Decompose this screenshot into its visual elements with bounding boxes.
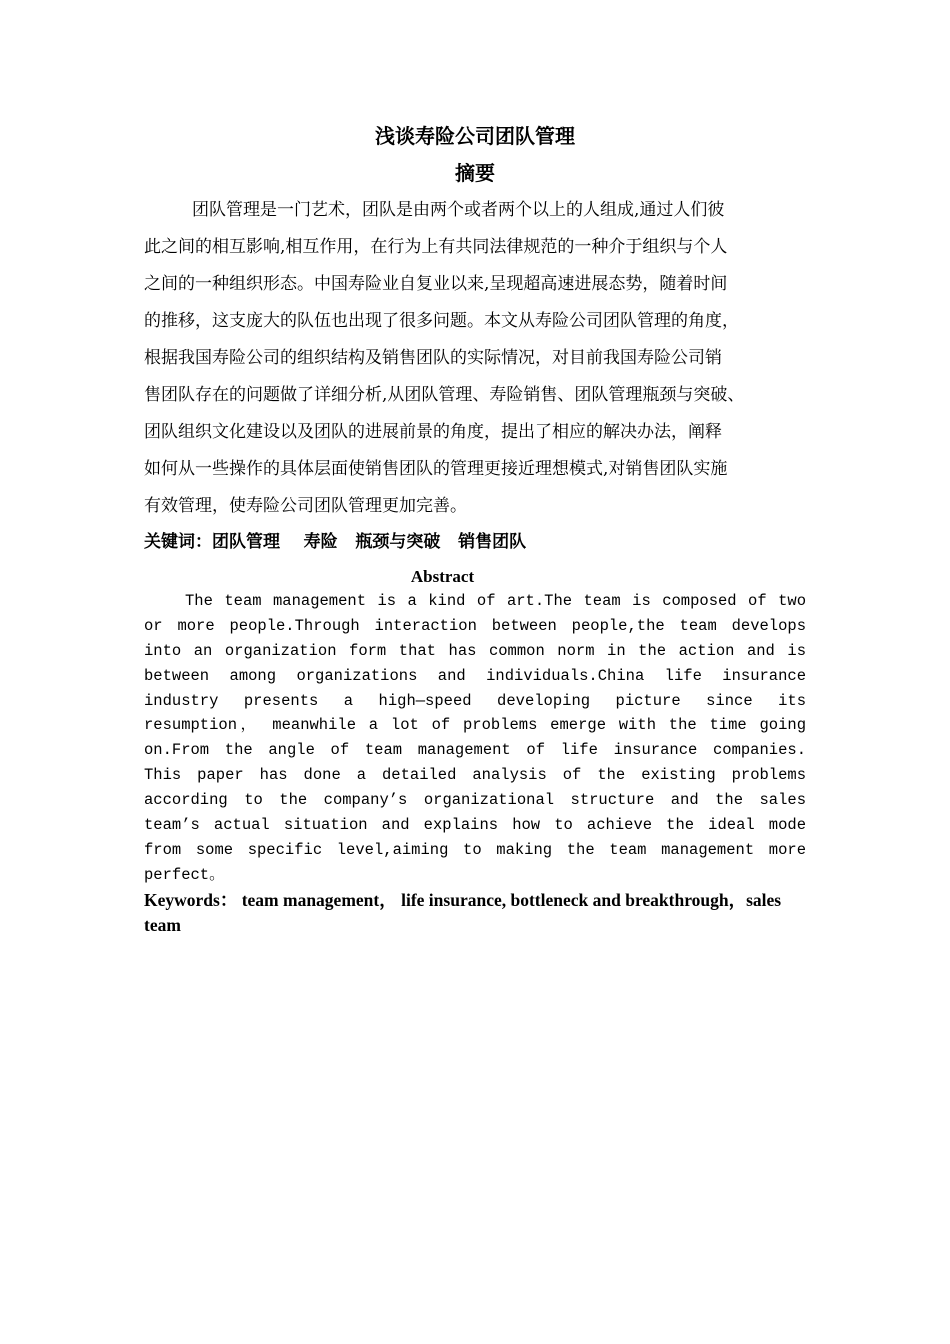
abstract-en-line: This paper has done a detailed analysis of the existing problems <box>144 766 806 785</box>
abstract-cn-line: 如何从一些操作的具体层面使销售团队的管理更接近理想模式,对销售团队实施 <box>144 459 728 479</box>
abstract-cn-line: 之间的一种组织形态。中国寿险业自复业以来,呈现超高速进展态势，随着时间 <box>144 274 728 294</box>
abstract-body-cn <box>144 195 834 528</box>
abstract-en-line: The team management is a kind of art.The team is composed of two <box>185 592 806 610</box>
abstract-cn-line: 团队组织文化建设以及团队的进展前景的角度，提出了相应的解决办法，阐释 <box>144 422 722 442</box>
abstract-en-line: resumption， meanwhile a lot of problems emerge with the time going <box>144 716 806 735</box>
abstract-en-line: on.From the angle of team management of life insurance companies. <box>144 741 806 760</box>
abstract-cn-line: 团队管理是一门艺术，团队是由两个或者两个以上的人组成,通过人们彼 <box>192 200 725 220</box>
abstract-body-en <box>144 589 806 888</box>
abstract-cn-line: 售团队存在的问题做了详细分析,从团队管理、寿险销售、团队管理瓶颈与突破、 <box>144 385 745 405</box>
abstract-en-line: or more people.Through interaction between people,the team develops <box>144 616 806 635</box>
abstract-en-line: team’s actual situation and explains how to achieve the ideal mode <box>144 816 806 835</box>
keywords-en: Keywords： team management， life insurance, bottleneck and breakthrough，sales team <box>144 890 782 935</box>
abstract-en-line: into an organization form that has common norm in the action and is <box>144 641 806 660</box>
page-title: 浅谈寿险公司团队管理 <box>375 124 575 148</box>
abstract-cn-line: 根据我国寿险公司的组织结构及销售团队的实际情况，对目前我国寿险公司销 <box>144 348 722 368</box>
abstract-cn-line: 的推移，这支庞大的队伍也出现了很多问题。本文从寿险公司团队管理的角度， <box>144 311 739 331</box>
keywords-cn: 关键词：团队管理 寿险 瓶颈与突破 销售团队 <box>144 532 527 552</box>
abstract-cn-line: 有效管理，使寿险公司团队管理更加完善。 <box>144 496 467 516</box>
abstract-en-line: perfect。 <box>144 865 225 884</box>
abstract-en-line: according to the company’s organizational structure and the sales <box>144 791 806 810</box>
abstract-heading-en: Abstract <box>410 567 475 586</box>
abstract-en-line: industry presents a high—speed developing picture since its <box>144 691 806 710</box>
abstract-heading-cn: 摘要 <box>455 161 495 185</box>
abstract-cn-line: 此之间的相互影响,相互作用，在行为上有共同法律规范的一种介于组织与个人 <box>144 237 728 257</box>
abstract-en-line: from some specific level,aiming to making the team management more <box>144 840 806 859</box>
abstract-en-line: between among organizations and individuals.China life insurance <box>144 666 806 685</box>
